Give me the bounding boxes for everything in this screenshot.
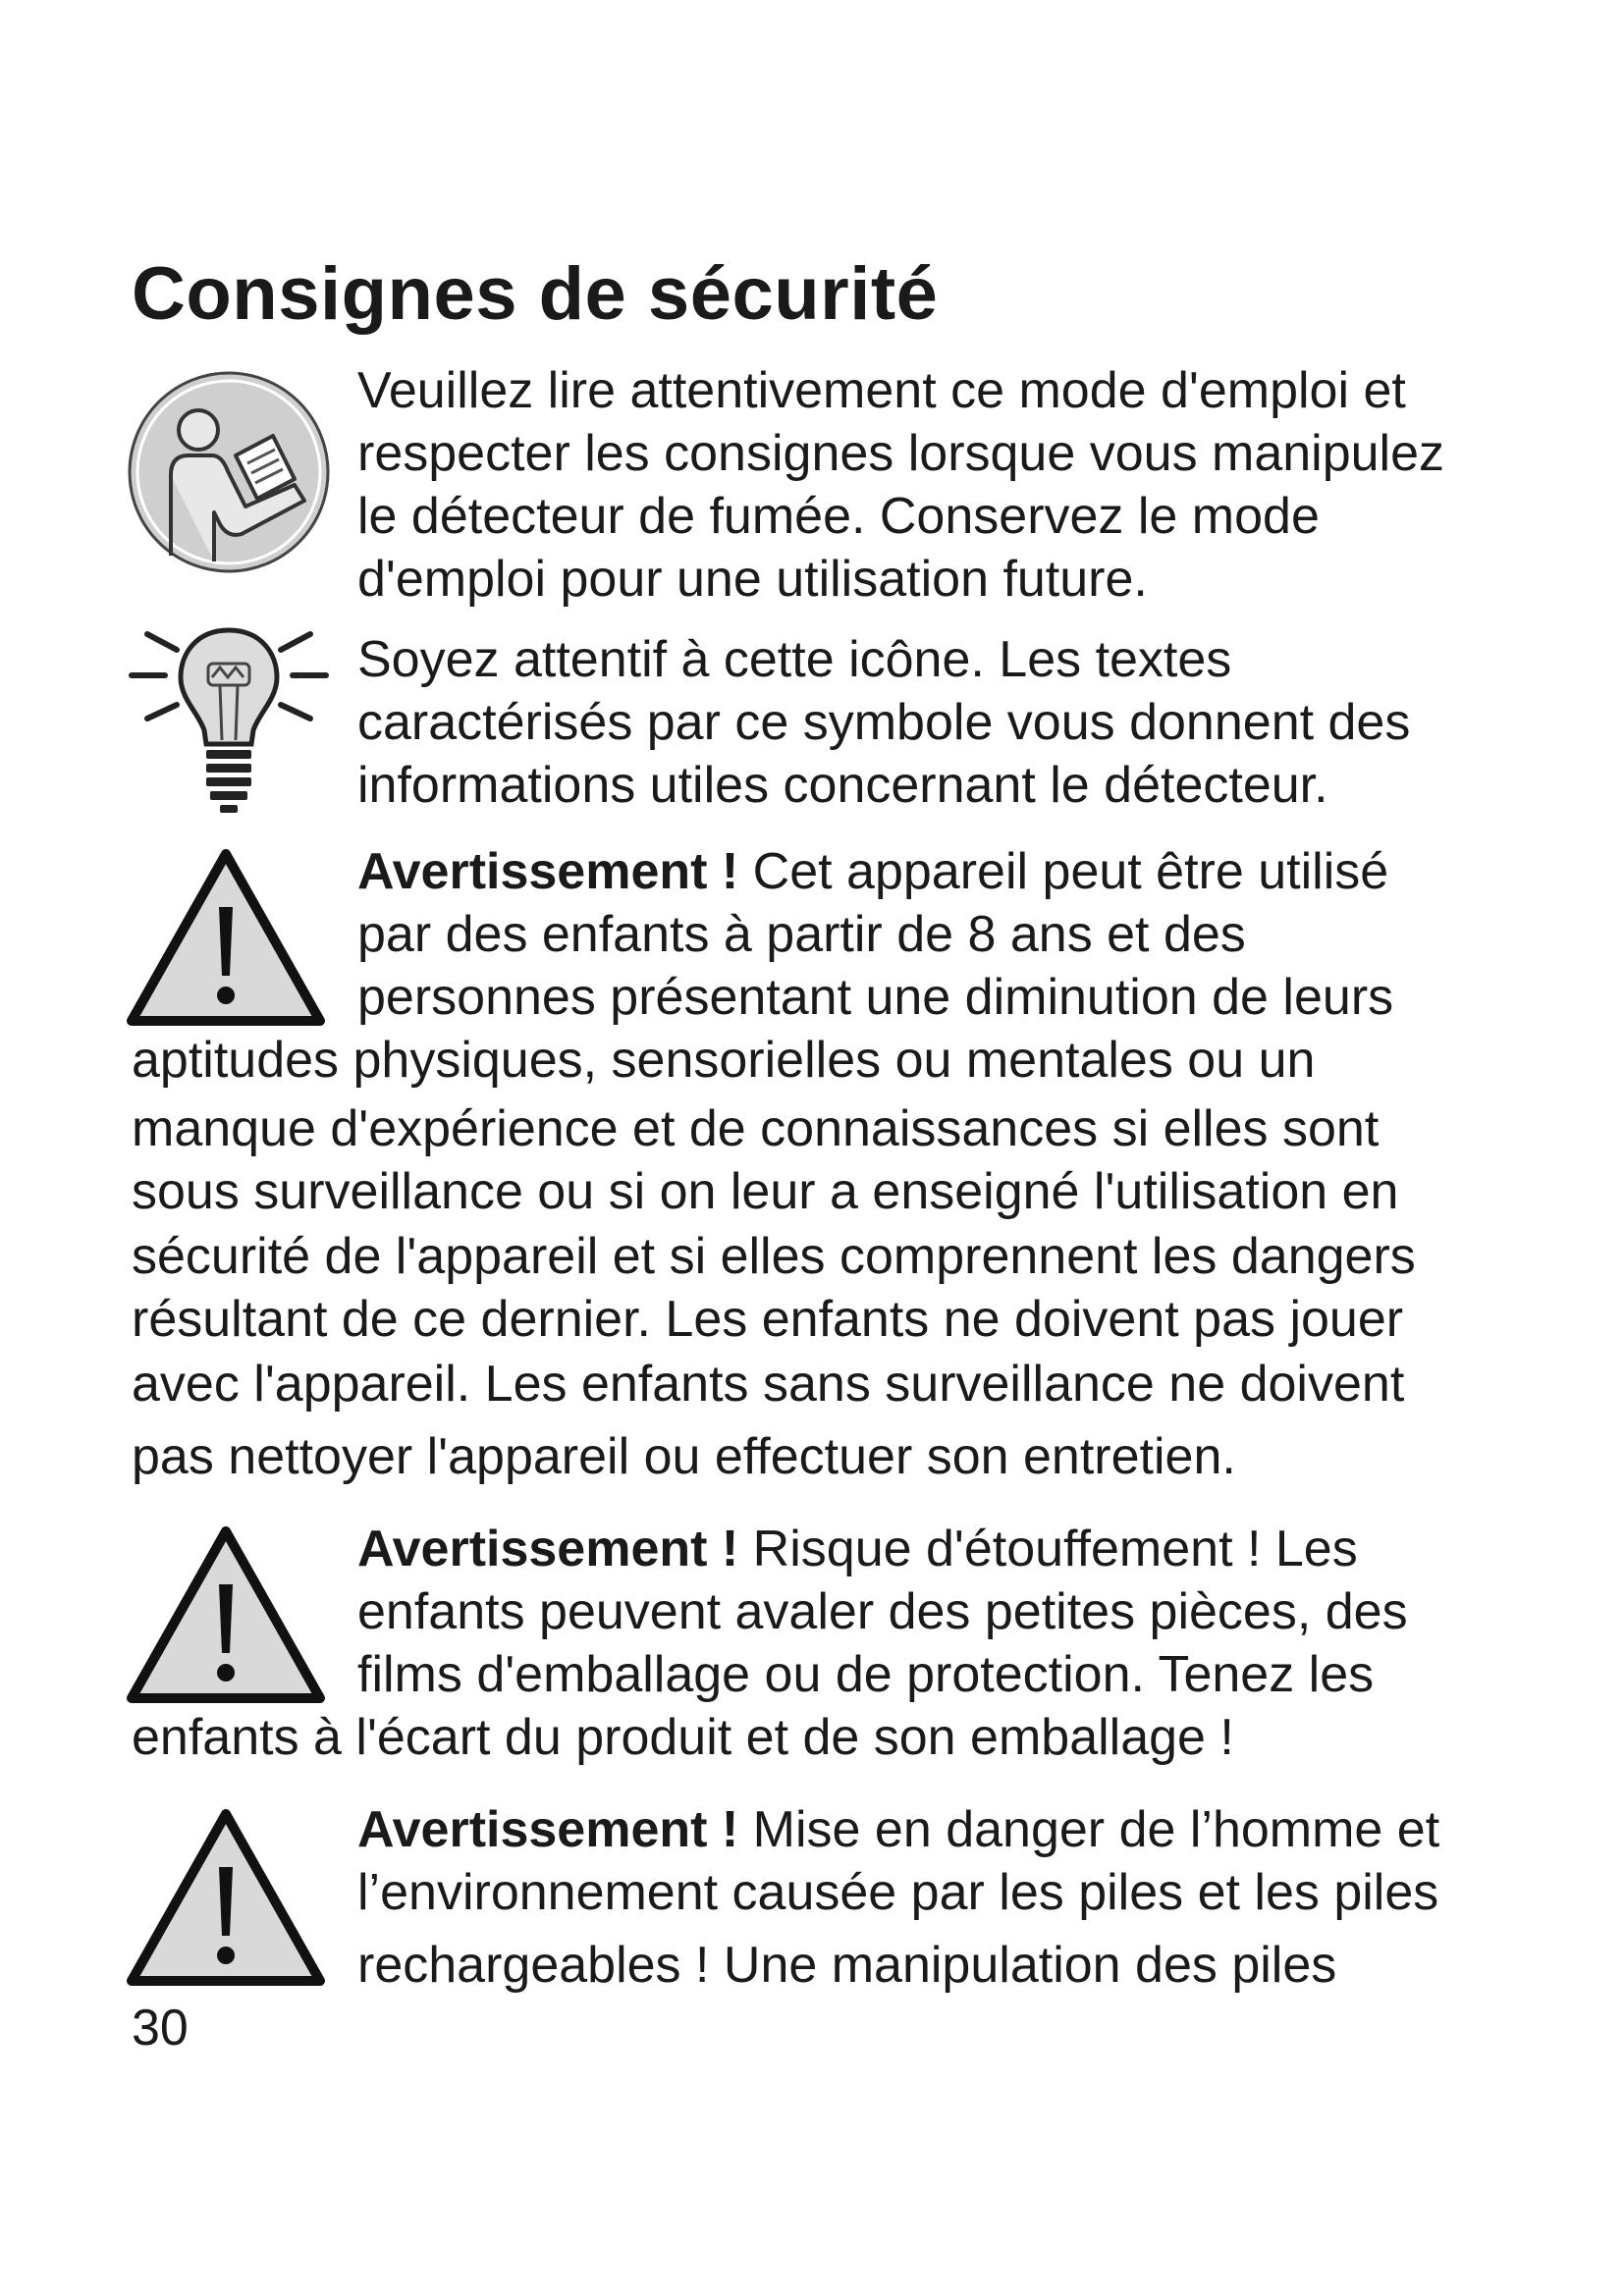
warning-text-line: avec l'appareil. Les enfants sans surveillance ne doivent	[132, 1356, 1405, 1413]
warning-text-line: personnes présentant une diminution de leurs	[357, 969, 1394, 1026]
page-title: Consignes de sécurité	[132, 252, 939, 336]
warning-triangle-icon	[126, 1806, 326, 1989]
warning-text-line: enfants peuvent avaler des petites pièces, des	[357, 1583, 1408, 1640]
warning-text-line: résultant de ce dernier. Les enfants ne doivent pas jouer	[132, 1291, 1404, 1348]
warning-text-line: rechargeables ! Une manipulation des piles	[357, 1937, 1337, 1994]
warning-text-line: l’environnement causée par les piles et les piles	[357, 1864, 1439, 1921]
warning-text-line	[357, 1801, 1440, 1858]
tip-text-line: Soyez attentif à cette icône. Les textes	[357, 631, 1232, 688]
warning-text-line	[357, 843, 1389, 900]
read-manual-icon	[126, 369, 332, 575]
warning-text-line: pas nettoyer l'appareil ou effectuer son entretien.	[132, 1428, 1236, 1485]
warning-text-line: enfants à l'écart du produit et de son emballage !	[132, 1709, 1234, 1766]
warning-text-line: sécurité de l'appareil et si elles comprennent les dangers	[132, 1228, 1416, 1285]
tip-text-line: informations utiles concernant le détecteur.	[357, 757, 1328, 814]
warning-first-line: Mise en danger de l’homme et	[738, 1801, 1440, 1858]
manual-text-line: respecter les consignes lorsque vous manipulez	[357, 425, 1445, 482]
warning-triangle-icon	[126, 1523, 326, 1706]
warning-first-line: Cet appareil peut être utilisé	[738, 843, 1389, 900]
warning-text-line	[357, 1523, 1358, 1575]
lightbulb-icon	[126, 618, 332, 815]
warning-label: Avertissement !	[357, 1521, 739, 1577]
manual-text-line: Veuillez lire attentivement ce mode d'emploi et	[357, 362, 1406, 419]
manual-text-line: d'emploi pour une utilisation future.	[357, 551, 1148, 608]
warning-text-line: manque d'expérience et de connaissances si elles sont	[132, 1100, 1380, 1157]
warning-text-line: sous surveillance ou si on leur a enseigné l'utilisation en	[132, 1163, 1399, 1220]
warning-text-line: par des enfants à partir de 8 ans et des	[357, 906, 1246, 963]
warning-triangle-icon	[126, 846, 326, 1029]
manual-text-line: le détecteur de fumée. Conservez le mode	[357, 488, 1320, 545]
warning-label: Avertissement !	[357, 1801, 739, 1858]
warning-first-line: Risque d'étouffement ! Les	[738, 1521, 1358, 1577]
tip-text-line: caractérisés par ce symbole vous donnent des	[357, 694, 1411, 751]
warning-label: Avertissement !	[357, 843, 739, 900]
page-number: 30	[132, 2000, 189, 2056]
warning-text-line: films d'emballage ou de protection. Tenez les	[357, 1646, 1375, 1703]
warning-text-line: aptitudes physiques, sensorielles ou mentales ou un	[132, 1032, 1316, 1089]
